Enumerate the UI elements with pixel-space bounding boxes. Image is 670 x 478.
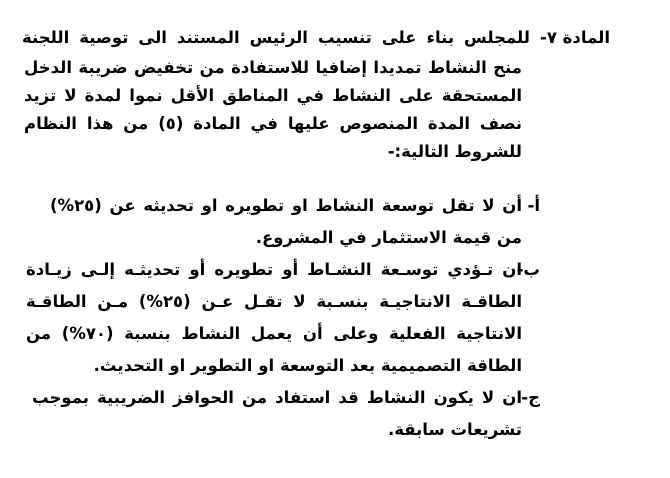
article-line: المستحقة على النشاط في المناطق الأقل نموا لمدة لا تزيد xyxy=(24,86,522,105)
article-line: للمجلس بناء على تنسيب الرئيس المستند الى توصية اللجنة xyxy=(22,28,530,47)
condition-label: ب- xyxy=(516,260,540,279)
condition-line: من قيمة الاستثمار في المشروع. xyxy=(255,228,522,247)
condition-label: أ- xyxy=(527,196,540,215)
condition-line: الطاقة التصميمية بعد التوسعة او التطوير او التحديث. xyxy=(93,356,522,375)
article-label: المادة ٧- xyxy=(540,28,610,47)
article-line: منح النشاط تمديدا إضافيا للاستفادة من تخفيض ضريبة الدخل xyxy=(24,58,522,77)
condition-line: تشريعات سابقة. xyxy=(387,420,522,439)
article-line: للشروط التالية:- xyxy=(387,142,522,161)
condition-line: ان تـؤدي توسـعة النشـاط أو تطويره أو تحديثـه إلـى زيـادة xyxy=(26,260,522,279)
condition-line: أن لا تقل توسعة النشاط او تطويره او تحديثه عن (٢٥%) xyxy=(50,196,522,215)
condition-line: الطاقـة الانتاجيـة بنسـبة لا تقـل عـن (٢٥%) مـن الطاقـة xyxy=(26,292,522,311)
condition-line: الانتاجية الفعلية وعلى أن يعمل النشاط بنسبة (٧٠%) من xyxy=(26,324,522,343)
condition-label: ج- xyxy=(521,388,540,407)
condition-line: ان لا يكون النشاط قد استفاد من الحوافز الضريبية بموجب xyxy=(32,388,522,407)
article-line: نصف المدة المنصوص عليها في المادة (٥) من هذا النظام xyxy=(24,114,522,133)
